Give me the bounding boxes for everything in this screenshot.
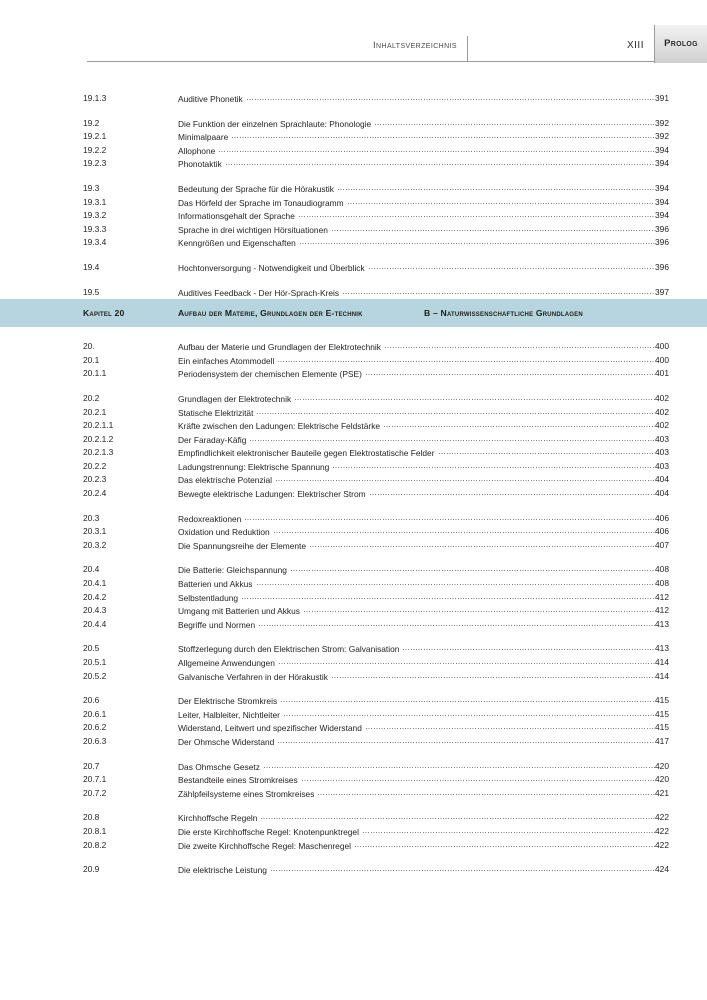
toc-entry-page: 422 (655, 825, 669, 836)
toc-entry-page: 412 (655, 605, 669, 616)
toc-entry-title: Auditives Feedback - Der Hör-Sprach-Kreis (178, 287, 340, 298)
toc-entry-body (178, 392, 655, 407)
toc-entry[interactable] (0, 367, 707, 381)
toc-entry-body (178, 656, 655, 671)
toc-leader-dots (310, 539, 655, 549)
toc-entry-page: 412 (655, 591, 669, 602)
toc-entry-title: Die erste Kirchhoffsche Regel: Knotenpunktregel (178, 826, 359, 837)
toc-entry-number: 20.3.2 (83, 539, 107, 550)
toc-entry[interactable] (0, 604, 707, 618)
toc-entry-page: 420 (655, 774, 669, 785)
toc-entry-page: 415 (655, 722, 669, 733)
toc-entry-page: 404 (655, 474, 669, 485)
toc-entry-body (178, 286, 655, 301)
chapter-banner-kapitel: Kapitel 20 (83, 308, 125, 319)
toc-entry[interactable] (0, 236, 707, 250)
toc-entry[interactable] (0, 825, 707, 839)
toc-entry-page: 407 (655, 539, 669, 550)
toc-group (0, 392, 707, 501)
toc-entry-page: 394 (655, 182, 669, 193)
toc-entry-title: Kenngrößen und Eigenschaften (178, 238, 296, 249)
toc-entry-title: Allgemeine Anwendungen (178, 658, 275, 668)
toc-entry-number: 19.4 (83, 261, 100, 272)
toc-group (0, 760, 707, 801)
toc-entry-title: Batterien und Akkus (178, 579, 253, 590)
toc-entry-page: 392 (655, 117, 669, 128)
toc-entry[interactable] (0, 721, 707, 735)
toc-entry-body (178, 512, 655, 527)
toc-group (0, 92, 707, 106)
toc-entry-body (178, 92, 655, 107)
toc-leader-dots (299, 209, 655, 219)
toc-entry-page: 394 (655, 144, 669, 155)
toc-entry-page: 396 (655, 237, 669, 248)
toc-entry-page: 402 (655, 420, 669, 431)
toc-entry-body (178, 367, 655, 382)
toc-entry-number: 19.3.3 (83, 223, 107, 234)
toc-entry[interactable] (0, 642, 707, 656)
toc-entry-number: 20.2.1.2 (83, 433, 114, 444)
toc-leader-dots (261, 811, 655, 821)
toc-entry-title: Selbstentladung (178, 592, 239, 603)
toc-group (0, 512, 707, 553)
toc-leader-dots (264, 760, 655, 770)
toc-entry-page: 403 (655, 460, 669, 471)
toc-entry-title: Bestandteile eines Stromkreises (178, 775, 298, 786)
chapter-banner-part: B – Naturwissenschaftliche Grundlagen (424, 308, 583, 319)
toc-entry-page: 413 (655, 643, 669, 654)
toc-entry-body (178, 539, 655, 554)
toc-entry[interactable] (0, 694, 707, 708)
toc-leader-dots (439, 446, 655, 456)
toc-entry-title: Kräfte zwischen den Ladungen: Elektrische Feldstärke (178, 421, 381, 432)
toc-leader-dots (257, 406, 655, 416)
toc-entry[interactable] (0, 157, 707, 171)
toc-entry-title: Auditive Phonetik (178, 94, 243, 104)
toc-leader-dots (247, 92, 655, 102)
toc-entry-page: 408 (655, 564, 669, 575)
toc-entry-body (178, 340, 655, 355)
toc-entry-number: 20.6.3 (83, 735, 107, 746)
toc-entry-title: Bedeutung der Sprache für die Hörakustik (178, 183, 334, 194)
toc-entry[interactable] (0, 117, 707, 131)
toc-group (0, 563, 707, 631)
toc-entry[interactable] (0, 144, 707, 158)
toc-entry[interactable] (0, 811, 707, 825)
toc-entry-page: 406 (655, 526, 669, 537)
toc-entry-title: Periodensystem der chemischen Elemente (PSE) (178, 369, 362, 380)
toc-entry-page: 397 (655, 286, 669, 297)
toc-entry-page: 414 (655, 670, 669, 681)
header-section-label: Inhaltsverzeichnis (373, 40, 457, 51)
toc-leader-dots (332, 670, 655, 680)
toc-entry-title: Sprache in drei wichtigen Hörsituationen (178, 224, 328, 235)
toc-entry[interactable] (0, 512, 707, 526)
chapter-banner (0, 299, 707, 327)
toc-entry-body (178, 117, 655, 132)
toc-section-chapter19 (0, 92, 707, 299)
toc-entry-body (178, 787, 655, 802)
toc-leader-dots (271, 863, 655, 873)
toc-entry-number: 20.7.1 (83, 774, 107, 785)
toc-entry-body (178, 863, 655, 878)
toc-entry[interactable] (0, 591, 707, 605)
toc-entry-title: Die Funktion der einzelnen Sprachlaute: Phonologie (178, 118, 372, 129)
toc-leader-dots (343, 286, 655, 296)
toc-leader-dots (333, 460, 655, 470)
table-of-contents (0, 92, 707, 877)
toc-entry-page: 417 (655, 735, 669, 746)
toc-section-chapter20 (0, 340, 707, 877)
toc-entry[interactable] (0, 419, 707, 433)
toc-entry-page: 402 (655, 392, 669, 403)
thumb-tab-label: Prolog (664, 38, 698, 49)
toc-entry[interactable] (0, 261, 707, 275)
toc-leader-dots (355, 839, 655, 849)
toc-entry[interactable] (0, 473, 707, 487)
toc-entry-number: 19.3.4 (83, 237, 107, 248)
toc-entry[interactable] (0, 392, 707, 406)
toc-entry-body (178, 487, 655, 502)
toc-entry[interactable] (0, 863, 707, 877)
toc-leader-dots (279, 656, 655, 666)
toc-entry-body (178, 773, 655, 788)
toc-entry-number: 20.2.1.1 (83, 420, 114, 431)
toc-entry-number: 20.4.4 (83, 618, 107, 629)
toc-entry-number: 20.3.1 (83, 526, 107, 537)
toc-entry-number: 19.3 (83, 182, 100, 193)
toc-entry-number: 20.2.2 (83, 460, 107, 471)
toc-entry-page: 408 (655, 578, 669, 589)
toc-entry-number: 20.6 (83, 695, 100, 706)
toc-entry[interactable] (0, 354, 707, 368)
toc-entry-body (178, 694, 655, 709)
toc-entry-page: 415 (655, 695, 669, 706)
toc-entry-page: 394 (655, 210, 669, 221)
toc-entry-title: Bewegte elektrische Ladungen: Elektrischer Strom (178, 489, 366, 500)
toc-entry-title: Empfindlichkeit elektronischer Bauteile gegen Elektrostatische Felder (178, 448, 435, 459)
toc-entry[interactable] (0, 433, 707, 447)
toc-entry-number: 20.5.1 (83, 657, 107, 667)
toc-group (0, 811, 707, 852)
toc-entry-title: Grundlagen der Elektrotechnik (178, 393, 292, 404)
header-rule (87, 61, 660, 62)
toc-group (0, 863, 707, 877)
toc-entry-page: 392 (655, 131, 669, 142)
toc-entry-title: Der Faraday-Käfig (178, 434, 247, 445)
toc-entry-body (178, 525, 655, 540)
toc-entry-number: 19.2.2 (83, 144, 107, 155)
toc-leader-dots (219, 144, 655, 154)
toc-entry[interactable] (0, 577, 707, 591)
toc-entry[interactable] (0, 286, 707, 300)
toc-entry[interactable] (0, 563, 707, 577)
toc-entry-body (178, 760, 655, 775)
toc-entry-title: Allophone (178, 145, 216, 156)
toc-leader-dots (375, 117, 655, 127)
toc-entry[interactable] (0, 406, 707, 420)
toc-entry-number: 19.3.1 (83, 196, 107, 207)
toc-entry-number: 20.4.2 (83, 591, 107, 602)
toc-entry-number: 20.1.1 (83, 368, 107, 379)
toc-entry[interactable] (0, 130, 707, 144)
toc-entry-body (178, 563, 655, 578)
header-divider (467, 36, 468, 62)
toc-entry[interactable] (0, 787, 707, 801)
toc-entry-title: Oxidation und Reduktion (178, 527, 270, 538)
toc-entry-body (178, 735, 655, 750)
toc-leader-dots (281, 694, 655, 704)
toc-entry-number: 20.3 (83, 512, 100, 523)
toc-entry-title: Ein einfaches Atommodell (178, 355, 275, 366)
toc-leader-dots (250, 433, 655, 443)
toc-entry-body (178, 354, 655, 369)
toc-leader-dots (363, 825, 655, 835)
toc-entry-page: 421 (655, 787, 669, 798)
toc-entry-number: 20.7 (83, 760, 100, 771)
toc-entry-number: 20.4.1 (83, 578, 107, 589)
toc-entry-title: Zählpfeilsysteme eines Stromkreises (178, 788, 315, 799)
toc-entry-title: Ladungstrennung: Elektrische Spannung (178, 461, 330, 472)
toc-entry-body (178, 708, 655, 723)
toc-leader-dots (403, 642, 655, 652)
toc-entry-body (178, 406, 655, 421)
toc-entry-title: Leiter, Halbleiter, Nichtleiter (178, 709, 280, 720)
toc-entry-page: 414 (655, 657, 669, 667)
toc-group (0, 642, 707, 683)
toc-leader-dots (304, 604, 655, 614)
toc-entry-title: Hochtonversorgung - Notwendigkeit und Überblick (178, 262, 365, 273)
toc-entry-number: 20.8 (83, 812, 100, 823)
toc-entry-title: Die Spannungsreihe der Elemente (178, 540, 307, 551)
toc-entry-body (178, 144, 655, 159)
toc-entry-number: 20.5.2 (83, 670, 107, 681)
thumb-tab-prolog (654, 25, 707, 63)
toc-leader-dots (232, 130, 655, 140)
toc-entry-page: 394 (655, 158, 669, 169)
toc-entry[interactable] (0, 618, 707, 632)
toc-entry-body (178, 460, 655, 475)
toc-entry-page: 402 (655, 406, 669, 417)
toc-entry-number: 20.6.1 (83, 708, 107, 719)
toc-entry-title: Das Ohmsche Gesetz (178, 761, 260, 772)
toc-leader-dots (278, 735, 655, 745)
toc-entry-title: Aufbau der Materie und Grundlagen der Elektrotechnik (178, 342, 381, 353)
toc-entry-page: 415 (655, 708, 669, 719)
toc-entry-body (178, 182, 655, 197)
toc-entry-body (178, 473, 655, 488)
toc-entry-body (178, 670, 655, 685)
toc-entry-number: 20.2.4 (83, 488, 107, 499)
toc-leader-dots (366, 367, 655, 377)
toc-entry-title: Die zweite Kirchhoffsche Regel: Maschenregel (178, 840, 352, 851)
toc-entry-page: 403 (655, 447, 669, 458)
toc-entry[interactable] (0, 773, 707, 787)
toc-leader-dots (257, 577, 656, 587)
toc-entry-title: Das elektrische Potenzial (178, 475, 273, 486)
toc-entry-page: 400 (655, 341, 669, 352)
toc-leader-dots (242, 591, 655, 601)
toc-entry-number: 20.4 (83, 564, 100, 575)
toc-entry[interactable] (0, 446, 707, 460)
toc-entry-body (178, 604, 655, 619)
toc-entry-page: 394 (655, 196, 669, 207)
toc-entry-title: Galvanische Verfahren in der Hörakustik (178, 671, 328, 682)
page-header (0, 0, 707, 82)
toc-entry-page: 422 (655, 812, 669, 823)
toc-entry[interactable] (0, 209, 707, 223)
toc-entry[interactable] (0, 223, 707, 237)
toc-entry-title: Umgang mit Batterien und Akkus (178, 606, 300, 617)
toc-leader-dots (259, 618, 655, 628)
toc-leader-dots (302, 773, 655, 783)
toc-entry-body (178, 839, 655, 854)
toc-entry-body (178, 209, 655, 224)
toc-leader-dots (370, 487, 655, 497)
toc-entry-page: 400 (655, 354, 669, 365)
toc-entry-number: 20.7.2 (83, 787, 107, 798)
toc-entry-page: 413 (655, 618, 669, 629)
toc-entry[interactable] (0, 839, 707, 853)
toc-group (0, 182, 707, 250)
toc-leader-dots (245, 512, 655, 522)
toc-entry-title: Kirchhoffsche Regeln (178, 813, 258, 824)
toc-entry[interactable] (0, 525, 707, 539)
toc-leader-dots (318, 787, 655, 797)
toc-leader-dots (369, 261, 655, 271)
toc-entry[interactable] (0, 196, 707, 210)
page-folio-number: XIII (626, 40, 644, 51)
toc-entry-number: 19.3.2 (83, 210, 107, 221)
toc-leader-dots (385, 340, 655, 350)
toc-entry-title: Informationsgehalt der Sprache (178, 211, 295, 222)
toc-entry-title: Minimalpaare (178, 132, 229, 143)
toc-entry-number: 20.4.3 (83, 605, 107, 616)
toc-entry-body (178, 196, 655, 211)
toc-entry-body (178, 261, 655, 276)
toc-entry-page: 424 (655, 864, 669, 875)
toc-entry-number: 20.8.2 (83, 839, 107, 850)
toc-leader-dots (274, 525, 655, 535)
toc-leader-dots (278, 354, 655, 364)
toc-entry-title: Widerstand, Leitwert und spezifischer Widerstand (178, 723, 362, 734)
toc-entry-title: Der Elektrische Stromkreis (178, 696, 278, 707)
toc-entry-body (178, 591, 655, 606)
toc-leader-dots (338, 182, 655, 192)
toc-entry-page: 404 (655, 488, 669, 499)
toc-entry-body (178, 642, 655, 657)
toc-entry-body (178, 446, 655, 461)
toc-entry-body (178, 618, 655, 633)
toc-group (0, 117, 707, 171)
toc-leader-dots (332, 223, 655, 233)
toc-entry-body (178, 721, 655, 736)
toc-entry-title: Der Ohmsche Widerstand (178, 736, 275, 747)
toc-entry-number: 19.1.3 (83, 93, 107, 103)
toc-entry[interactable] (0, 487, 707, 501)
toc-entry[interactable] (0, 656, 707, 670)
toc-leader-dots (300, 236, 655, 246)
toc-entry[interactable] (0, 708, 707, 722)
toc-entry-page: 396 (655, 223, 669, 234)
toc-entry-page: 422 (655, 839, 669, 850)
toc-entry-body (178, 577, 655, 592)
toc-leader-dots (284, 708, 655, 718)
toc-leader-dots (348, 196, 655, 206)
toc-entry-body (178, 236, 655, 251)
toc-entry-page: 391 (655, 93, 669, 103)
toc-entry-body (178, 223, 655, 238)
toc-entry-title: Redoxreaktionen (178, 513, 242, 524)
toc-group (0, 286, 707, 300)
toc-leader-dots (384, 419, 655, 429)
toc-entry-number: 19.2 (83, 117, 100, 128)
toc-entry-title: Begriffe und Normen (178, 619, 256, 630)
toc-leader-dots (366, 721, 655, 731)
toc-entry[interactable] (0, 539, 707, 553)
toc-entry-number: 20.6.2 (83, 722, 107, 733)
toc-entry-page: 401 (655, 368, 669, 379)
toc-entry-body (178, 157, 655, 172)
toc-entry-title: Statische Elektrizität (178, 407, 254, 418)
toc-entry[interactable] (0, 182, 707, 196)
toc-group (0, 340, 707, 381)
toc-entry-number: 20.2.3 (83, 474, 107, 485)
toc-entry[interactable] (0, 340, 707, 354)
toc-entry[interactable] (0, 460, 707, 474)
toc-leader-dots (295, 392, 655, 402)
toc-entry-number: 20.9 (83, 864, 100, 875)
toc-leader-dots (226, 157, 655, 167)
toc-group (0, 694, 707, 748)
toc-entry-number: 19.5 (83, 286, 100, 297)
toc-entry-body (178, 811, 655, 826)
toc-entry-page: 403 (655, 433, 669, 444)
toc-entry-body (178, 419, 655, 434)
toc-entry[interactable] (0, 735, 707, 749)
toc-entry-number: 20.2.1 (83, 406, 107, 417)
toc-entry[interactable] (0, 760, 707, 774)
toc-entry-page: 396 (655, 261, 669, 272)
toc-leader-dots (291, 563, 655, 573)
toc-entry[interactable] (0, 670, 707, 684)
chapter-banner-title: Aufbau der Materie, Grundlagen der E-technik (178, 308, 363, 319)
toc-leader-dots (276, 473, 655, 483)
toc-entry-title: Das Hörfeld der Sprache im Tonaudiogramm (178, 197, 344, 208)
toc-entry-body (178, 433, 655, 448)
toc-entry[interactable] (0, 92, 707, 106)
toc-entry-number: 20.2.1.3 (83, 447, 114, 458)
toc-entry-body (178, 130, 655, 145)
toc-entry-number: 20.8.1 (83, 825, 107, 836)
toc-entry-body (178, 825, 655, 840)
toc-entry-page: 420 (655, 760, 669, 771)
toc-entry-number: 20.2 (83, 392, 100, 403)
toc-entry-title: Phonotaktik (178, 159, 222, 170)
toc-entry-title: Die Batterie: Gleichspannung (178, 565, 287, 576)
toc-entry-number: 19.2.1 (83, 131, 107, 142)
toc-entry-title: Die elektrische Leistung (178, 865, 267, 876)
toc-entry-number: 20.1 (83, 354, 100, 365)
toc-entry-number: 20.5 (83, 643, 100, 654)
toc-group (0, 261, 707, 275)
toc-entry-page: 406 (655, 512, 669, 523)
toc-entry-number: 19.2.3 (83, 158, 107, 169)
toc-entry-number: 20. (83, 341, 95, 352)
toc-entry-title: Stoffzerlegung durch den Elektrischen Strom: Galvanisation (178, 644, 400, 655)
